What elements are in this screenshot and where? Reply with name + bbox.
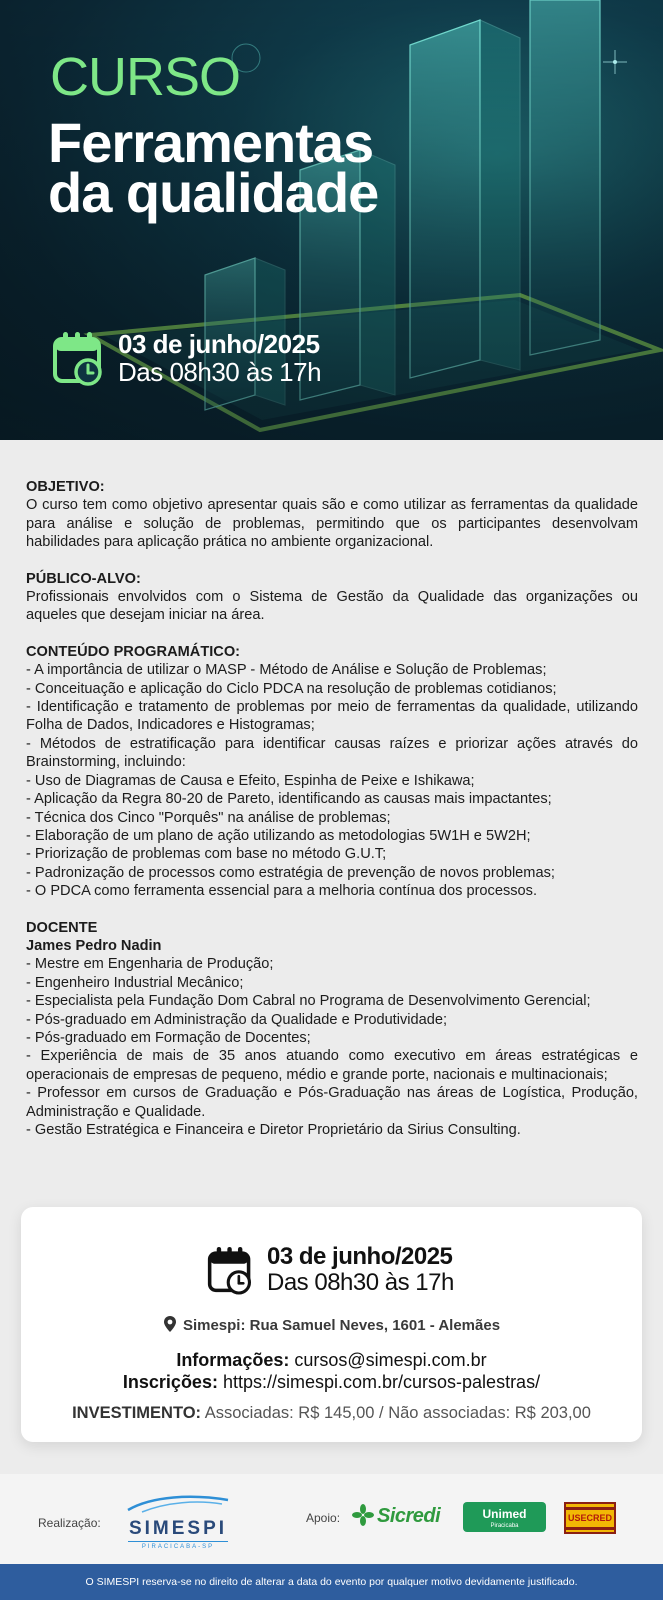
course-title bbox=[48, 111, 379, 224]
hero-banner bbox=[0, 0, 663, 440]
simespi-logo bbox=[122, 1492, 234, 1548]
list-item: - Métodos de estratificação para identificar causas raízes e priorizar ações através do Brainstorming, incluindo: bbox=[26, 735, 638, 771]
publico-section bbox=[26, 570, 638, 625]
sicredi-leaf-icon bbox=[352, 1504, 374, 1526]
docente-section bbox=[26, 919, 638, 1140]
investment-info bbox=[21, 1404, 642, 1423]
publico-heading: PÚBLICO-ALVO: bbox=[26, 570, 141, 587]
objetivo-section bbox=[26, 478, 638, 552]
list-item: - Padronização de processos como estratégia de prevenção de novos problemas; bbox=[26, 864, 555, 881]
list-item: - O PDCA como ferramenta essencial para a melhoria contínua dos processos. bbox=[26, 883, 538, 900]
card-date: 03 de junho/2025 bbox=[267, 1243, 453, 1270]
inscricoes-link[interactable]: https://simespi.com.br/cursos-palestras/ bbox=[222, 1372, 541, 1392]
usecred-name: USECRED bbox=[567, 1513, 612, 1523]
conteudo-section bbox=[26, 643, 638, 901]
simespi-swoosh-icon bbox=[122, 1492, 234, 1514]
list-item: - Elaboração de um plano de ação utilizando as metodologias 5W1H e 5W2H; bbox=[26, 827, 531, 844]
event-address-text: Simespi: Rua Samuel Neves, 1601 - Alemães bbox=[182, 1317, 501, 1334]
sicredi-logo bbox=[352, 1504, 440, 1528]
calendar-clock-icon bbox=[207, 1244, 253, 1296]
invest-label: INVESTIMENTO: bbox=[72, 1404, 202, 1422]
conteudo-heading: CONTEÚDO PROGRAMÁTICO: bbox=[26, 643, 241, 660]
realizacao-label: Realização: bbox=[38, 1516, 101, 1530]
list-item: - Gestão Estratégica e Financeira e Diretor Proprietário da Sirius Consulting. bbox=[26, 1122, 521, 1138]
card-schedule bbox=[207, 1244, 454, 1296]
event-info-card bbox=[21, 1207, 642, 1442]
hero-schedule bbox=[52, 330, 321, 386]
objetivo-heading: OBJETIVO: bbox=[26, 479, 105, 495]
usecred-logo bbox=[564, 1502, 616, 1534]
list-item: - Pós-graduado em Formação de Docentes; bbox=[26, 1029, 311, 1046]
info-label: Informações: bbox=[176, 1350, 290, 1370]
sponsors-bar bbox=[0, 1474, 663, 1564]
list-item: - Engenheiro Industrial Mecânico; bbox=[26, 974, 244, 991]
list-item: - A importância de utilizar o MASP - Método de Análise e Solução de Problemas; bbox=[26, 662, 547, 679]
unimed-name: Unimed bbox=[482, 1507, 527, 1521]
calendar-clock-icon bbox=[52, 330, 104, 386]
card-time: Das 08h30 às 17h bbox=[267, 1269, 454, 1296]
unimed-city: Piracicaba bbox=[490, 1523, 519, 1529]
apoio-label: Apoio: bbox=[306, 1511, 341, 1525]
inscricoes-label: Inscrições: bbox=[122, 1372, 218, 1392]
list-item: - Conceituação e aplicação do Ciclo PDCA na resolução de problemas cotidianos; bbox=[26, 680, 557, 697]
unimed-logo bbox=[463, 1502, 546, 1532]
hero-date: 03 de junho/2025 bbox=[118, 329, 320, 359]
course-details bbox=[26, 478, 638, 1157]
list-item: - Uso de Diagramas de Causa e Efeito, Espinha de Peixe e Ishikawa; bbox=[26, 772, 475, 789]
list-item: - Aplicação da Regra 80-20 de Pareto, identificando as causas mais impactantes; bbox=[26, 791, 552, 808]
list-item: - Pós-graduado em Administração da Qualidade e Produtividade; bbox=[26, 1011, 448, 1028]
docente-name: James Pedro Nadin bbox=[26, 937, 162, 954]
course-title-line-1: Ferramentas bbox=[48, 111, 374, 174]
contact-info bbox=[21, 1349, 642, 1393]
list-item: - Mestre em Engenharia de Produção; bbox=[26, 956, 274, 973]
list-item: - Priorização de problemas com base no método G.U.T; bbox=[26, 846, 387, 863]
invest-value: Associadas: R$ 145,00 / Não associadas: R$ 203,00 bbox=[204, 1404, 591, 1422]
docente-heading: DOCENTE bbox=[26, 919, 98, 936]
disclaimer-bar: O SIMESPI reserva-se no direito de alterar a data do evento por qualquer motivo devidamente justificado. bbox=[0, 1564, 663, 1600]
list-item: - Experiência de mais de 35 anos atuando como executivo em áreas estratégicas e operacionais de empresas de pequeno, médio e grande porte, nacionais e multinacionais; bbox=[26, 1048, 638, 1083]
event-address bbox=[21, 1315, 642, 1334]
publico-text: Profissionais envolvidos com o Sistema de Gestão da Qualidade das organizações ou aqueles que desejam iniciar na área. bbox=[26, 589, 638, 624]
list-item: - Especialista pela Fundação Dom Cabral no Programa de Desenvolvimento Gerencial; bbox=[26, 993, 591, 1010]
info-email-link[interactable]: cursos@simespi.com.br bbox=[294, 1350, 487, 1370]
hero-time: Das 08h30 às 17h bbox=[118, 357, 322, 387]
course-kicker: CURSO bbox=[50, 47, 241, 107]
sicredi-name: Sicredi bbox=[377, 1505, 441, 1527]
simespi-name: SIMESPI bbox=[128, 1518, 228, 1539]
simespi-city: PIRACICABA-SP bbox=[128, 1541, 228, 1550]
objetivo-text: O curso tem como objetivo apresentar quais são e como utilizar as ferramentas da qualidade para análise e solução de problemas, permitindo que os participantes desenvolvam habilidades para aplicação prática no ambiente organizacional. bbox=[26, 497, 638, 551]
list-item: - Identificação e tratamento de problemas por meio de ferramentas da qualidade, utilizando Folha de Dados, Indicadores e Histogramas; bbox=[26, 699, 638, 734]
list-item: - Técnica dos Cinco "Porquês" na análise de problemas; bbox=[26, 809, 391, 826]
course-title-line-2: da qualidade bbox=[48, 161, 379, 224]
location-pin-icon bbox=[163, 1315, 177, 1333]
list-item: - Professor em cursos de Graduação e Pós-Graduação nas áreas de Logística, Produção, Administração e Qualidade. bbox=[26, 1085, 638, 1120]
